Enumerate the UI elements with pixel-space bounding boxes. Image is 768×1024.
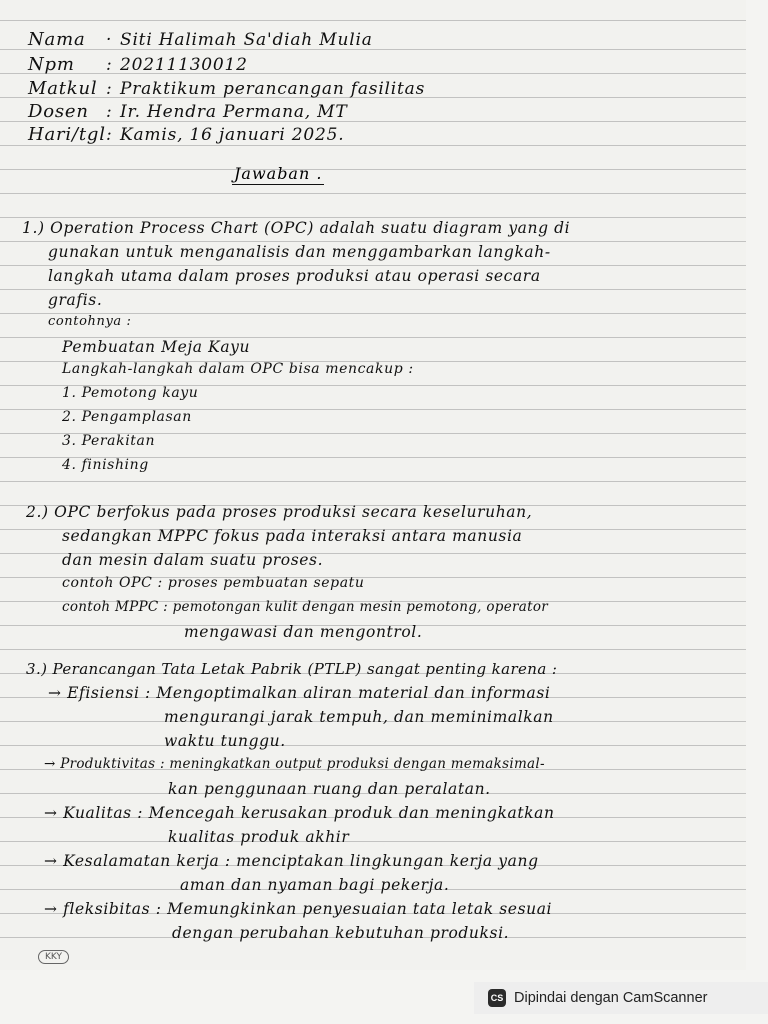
header-hari: Hari/tgl: Kamis, 16 januari 2025. (28, 124, 345, 145)
q3-line: → Produktivitas : meningkatkan output produksi dengan memaksimal- (44, 756, 545, 772)
scanner-watermark (474, 982, 768, 1014)
q1-line: langkah utama dalam proses produksi atau operasi secara (48, 267, 541, 285)
nama-value: Siti Halimah Sa'diah Mulia (120, 30, 373, 50)
q1-line: 2. Pengamplasan (62, 409, 192, 425)
q3-line: mengurangi jarak tempuh, dan meminimalkan (164, 708, 554, 726)
q2-line: contoh OPC : proses pembuatan sepatu (62, 575, 365, 591)
q3-line: kualitas produk akhir (168, 828, 350, 846)
q2-line: mengawasi dan mengontrol. (184, 623, 423, 641)
q1-line: Langkah-langkah dalam OPC bisa mencakup : (62, 361, 414, 377)
matkul-label: Matkul (28, 78, 98, 99)
header-npm: Npm : 20211130012 (28, 54, 248, 75)
q1-line: contohnya : (48, 314, 132, 329)
paper-brand-mark: KKY (38, 950, 69, 964)
q3-line: dengan perubahan kebutuhan produksi. (172, 924, 510, 942)
q3-line: kan penggunaan ruang dan peralatan. (168, 780, 491, 798)
q3-line: → Efisiensi : Mengoptimalkan aliran material dan informasi (48, 684, 551, 702)
camscanner-icon: CS (488, 989, 506, 1007)
hari-label: Hari/tgl (28, 124, 106, 145)
dosen-label: Dosen (28, 101, 89, 122)
q2-line: dan mesin dalam suatu proses. (62, 551, 324, 569)
q1-line: gunakan untuk menganalisis dan menggambarkan langkah- (48, 243, 551, 261)
npm-label: Npm (28, 54, 75, 75)
answer-title: Jawaban . (234, 164, 323, 183)
matkul-value: Praktikum perancangan fasilitas (120, 79, 426, 99)
q2-line: contoh MPPC : pemotongan kulit dengan mesin pemotong, operator (62, 599, 549, 615)
hari-value: Kamis, 16 januari 2025. (120, 125, 345, 145)
dosen-value: Ir. Hendra Permana, MT (120, 102, 348, 122)
q3-line: aman dan nyaman bagi pekerja. (180, 876, 450, 894)
q1-line: Pembuatan Meja Kayu (62, 338, 251, 356)
q1-line: grafis. (48, 291, 103, 309)
q2-line: sedangkan MPPC fokus pada interaksi antara manusia (62, 527, 523, 545)
q1-line: 1. Pemotong kayu (62, 385, 199, 401)
q3-line: 3.) Perancangan Tata Letak Pabrik (PTLP) sangat penting karena : (26, 660, 558, 678)
nama-label: Nama (28, 29, 86, 50)
npm-value: 20211130012 (120, 55, 248, 75)
q3-line: → Kualitas : Mencegah kerusakan produk dan meningkatkan (44, 804, 555, 822)
q1-line: 3. Perakitan (62, 433, 156, 449)
header-nama: Nama · Siti Halimah Sa'diah Mulia (28, 29, 373, 50)
scanner-label: Dipindai dengan CamScanner (514, 990, 708, 1006)
header-matkul: Matkul : Praktikum perancangan fasilitas (28, 78, 426, 99)
q3-line: → Kesalamatan kerja : menciptakan lingkungan kerja yang (44, 852, 539, 870)
header-dosen: Dosen : Ir. Hendra Permana, MT (28, 101, 348, 122)
q1-line: 4. finishing (62, 457, 149, 473)
q3-line: waktu tunggu. (164, 732, 286, 750)
q1-line: 1.) Operation Process Chart (OPC) adalah suatu diagram yang di (22, 219, 571, 237)
q3-line: → fleksibitas : Memungkinkan penyesuaian tata letak sesuai (44, 900, 553, 918)
q2-line: 2.) OPC berfokus pada proses produksi secara keseluruhan, (26, 503, 533, 521)
